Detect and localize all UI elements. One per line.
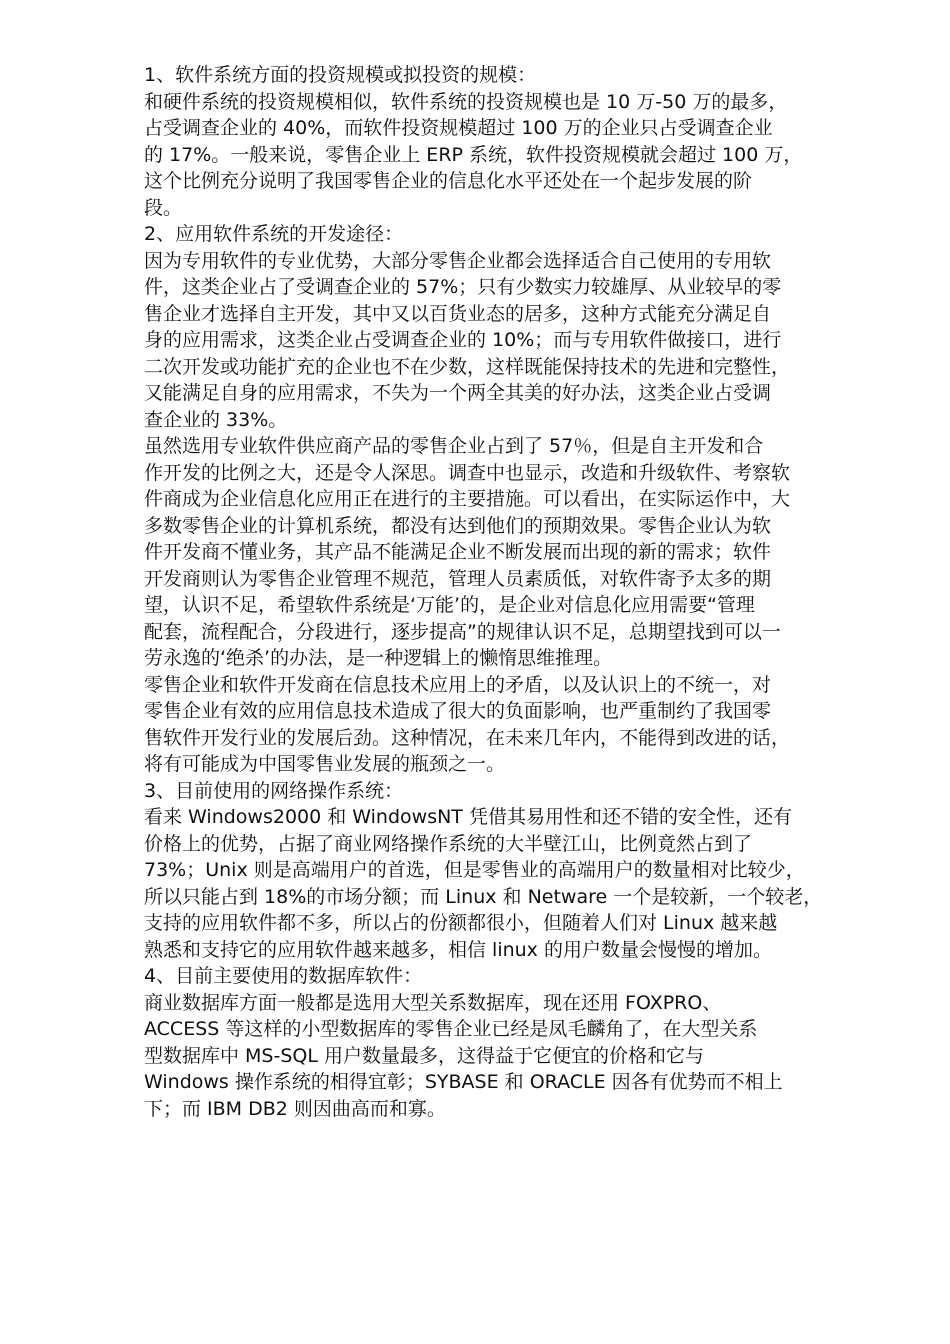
text-line: 配套，流程配合，分段进行，逐步提高”的规律认识不足，总期望找到可以一 xyxy=(144,620,781,643)
section-heading: 1、软件系统方面的投资规模或拟投资的规模： xyxy=(144,64,537,86)
text-line: 虽然选用专业软件供应商产品的零售企业占到了 57％，但是自主开发和合 xyxy=(144,435,764,457)
text-line: 件商成为企业信息化应用正在进行的主要措施。可以看出，在实际运作中，大 xyxy=(144,488,791,510)
text-line: 零售企业有效的应用信息技术造成了很大的负面影响，也严重制约了我国零 xyxy=(144,700,772,722)
text-line: 件开发商不懂业务，其产品不能满足企业不断发展而出现的新的需求；软件 xyxy=(144,541,772,563)
text-line: 又能满足自身的应用需求，不失为一个两全其美的好办法，这类企业占受调 xyxy=(144,382,772,404)
text-line: 多数零售企业的计算机系统，都没有达到他们的预期效果。零售企业认为软 xyxy=(144,514,772,537)
text-line: 零售企业和软件开发商在信息技术应用上的矛盾，以及认识上的不统一，对 xyxy=(144,673,772,696)
text-line: 望，认识不足，希望软件系统是‘万能’的，是企业对信息化应用需要“管理 xyxy=(144,594,755,616)
text-line: 这个比例充分说明了我国零售企业的信息化水平还处在一个起步发展的阶 xyxy=(144,170,753,192)
text-line: 查企业的 33%。 xyxy=(144,408,288,431)
section-heading: 3、目前使用的网络操作系统： xyxy=(144,779,404,802)
text-line: 和硬件系统的投资规模相似，软件系统的投资规模也是 10 万-50 万的最多， xyxy=(144,90,788,113)
text-line: 商业数据库方面一般都是选用大型关系数据库，现在还用 FOXPRO、 xyxy=(144,991,722,1014)
text-line: 价格上的优势，占据了商业网络操作系统的大半壁江山，比例竟然占到了 xyxy=(144,832,753,855)
text-line: 看来 Windows2000 和 WindowsNT 凭借其易用性和还不错的安全性，还有 xyxy=(144,806,792,828)
text-line: 二次开发或功能扩充的企业也不在少数，这样既能保持技术的先进和完整性， xyxy=(144,355,791,378)
text-line: 因为专用软件的专业优势，大部分零售企业都会选择适合自己使用的专用软 xyxy=(144,249,772,272)
text-line: 开发商则认为零售企业管理不规范，管理人员素质低，对软件寄予太多的期 xyxy=(144,567,772,590)
text-line: 型数据库中 MS-SQL 用户数量最多，这得益于它便宜的价格和它与 xyxy=(144,1044,704,1067)
text-line: Windows 操作系统的相得宜彰；SYBASE 和 ORACLE 因各有优势而不相上 xyxy=(144,1071,783,1093)
text-line: 支持的应用软件都不多，所以占的份额都很小，但随着人们对 Linux 越来越 xyxy=(144,912,778,934)
text-line: 73%；Unix 则是高端用户的首选，但是零售业的高端用户的数量相对比较少， xyxy=(144,859,805,881)
section-heading: 4、目前主要使用的数据库软件： xyxy=(144,965,423,987)
text-line: 的 17%。一般来说，零售企业上 ERP 系统，软件投资规模就会超过 100 万， xyxy=(144,143,803,166)
text-line: 所以只能占到 18%的市场分额；而 Linux 和 Netware 一个是较新，一个较老， xyxy=(144,885,823,908)
text-line: ACCESS 等这样的小型数据库的零售企业已经是凤毛麟角了，在大型关系 xyxy=(144,1018,758,1040)
text-line: 售软件开发行业的发展后劲。这种情况，在未来几年内，不能得到改进的话， xyxy=(144,726,791,749)
text-line: 售企业才选择自主开发，其中又以百货业态的居多，这种方式能充分满足自 xyxy=(144,302,772,325)
text-line: 占受调查企业的 40%，而软件投资规模超过 100 万的企业只占受调查企业 xyxy=(144,117,773,139)
section-heading: 2、应用软件系统的开发途径： xyxy=(144,223,404,245)
text-line: 下；而 IBM DB2 则因曲高而和寡。 xyxy=(144,1097,446,1120)
text-line: 劳永逸的‘绝杀’的办法，是一种逻辑上的懒惰思维推理。 xyxy=(144,647,613,669)
text-line: 作开发的比例之大，还是令人深思。调查中也显示，改造和升级软件、考察软 xyxy=(144,461,791,484)
text-line: 将有可能成为中国零售业发展的瓶颈之一。 xyxy=(144,753,506,775)
document-body xyxy=(144,62,896,1122)
text-line: 身的应用需求，这类企业占受调查企业的 10%；而与专用软件做接口，进行 xyxy=(144,329,782,351)
text-line: 件，这类企业占了受调查企业的 57%；只有少数实力较雄厚、从业较早的零 xyxy=(144,276,782,298)
text-line: 段。 xyxy=(144,196,183,219)
text-line: 熟悉和支持它的应用软件越来越多，相信 linux 的用户数量会慢慢的增加。 xyxy=(144,938,772,961)
